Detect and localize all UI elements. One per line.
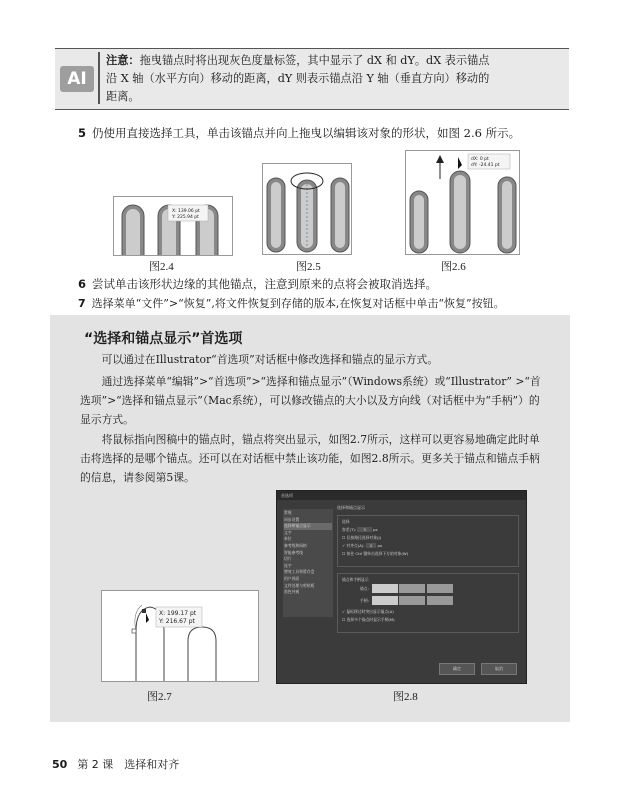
- fig27-x-label: X: 199.17 pt: [159, 610, 197, 617]
- category-item[interactable]: 智能参考线: [284, 549, 303, 555]
- caption-2-7: 图2.7: [147, 691, 172, 703]
- fig26-illustration: [406, 151, 519, 254]
- lesson-title: 第 2 课 选择和对齐: [77, 758, 180, 771]
- sidebar-para-1: 可以通过在Illustrator“首选项”对话框中修改选择和锚点的显示方式。: [101, 353, 439, 366]
- category-item[interactable]: 参考线和网格: [284, 542, 307, 548]
- figure-2-7: [101, 590, 259, 682]
- preferences-dialog: [276, 490, 527, 684]
- fig24-y-label: Y: 225.94 pt: [172, 215, 199, 220]
- opt-highlight[interactable]: ✓ 鼠标移过时突出显示锚点(A): [342, 609, 394, 614]
- dialog-title: 首选项: [277, 491, 526, 500]
- figure-2-6: [405, 150, 520, 255]
- category-item[interactable]: 文件处理与剪贴板: [284, 582, 315, 588]
- select-group: [337, 515, 519, 567]
- fig27-illustration: [102, 591, 258, 681]
- anchor-group-title: 锚点和手柄显示: [342, 577, 369, 582]
- category-item[interactable]: 连字: [284, 562, 292, 568]
- figure-2-5: [262, 163, 352, 255]
- select-group-title: 选择: [342, 519, 350, 524]
- category-item[interactable]: 文字: [284, 529, 292, 535]
- ai-logo: AI: [60, 66, 94, 92]
- handle-row: 手柄:: [342, 596, 514, 608]
- section-title: 选择和锚点显示: [337, 505, 365, 510]
- page-footer: [52, 756, 179, 772]
- opt-cmd-click[interactable]: ☐ 按住 Ctrl 键单击选择下方的对象(W): [342, 551, 409, 556]
- sidebar-title: “选择和锚点显示”首选项: [84, 331, 243, 347]
- opt-path-only[interactable]: ☐ 仅按路径选择对象(J): [342, 535, 382, 540]
- fig25-illustration: [263, 164, 351, 254]
- snap-input[interactable]: 2: [366, 543, 376, 548]
- opt-show-handles[interactable]: ☐ 选择多个锚点时显示手柄(M): [342, 617, 395, 622]
- caption-2-6: 图2.6: [441, 261, 466, 273]
- anchor-style-2[interactable]: [399, 584, 425, 593]
- category-item[interactable]: 黑色外观: [284, 589, 300, 595]
- ok-button[interactable]: 确定: [439, 663, 475, 675]
- note-label: 注意：: [106, 54, 140, 67]
- note-divider: [98, 52, 100, 104]
- fig27-y-label: Y: 216.67 pt: [159, 618, 195, 625]
- handle-style-2[interactable]: [399, 596, 425, 605]
- anchor-group: [337, 573, 519, 633]
- tolerance-input[interactable]: 3: [357, 527, 371, 532]
- category-list[interactable]: [283, 509, 333, 617]
- anchor-style-1[interactable]: [372, 584, 398, 593]
- cancel-button[interactable]: 取消: [481, 663, 517, 675]
- anchor-style-3[interactable]: [427, 584, 453, 593]
- category-item[interactable]: 同步设置: [284, 516, 300, 522]
- caption-2-5: 图2.5: [296, 261, 321, 273]
- fig26-dx-label: dX: 0 pt: [471, 157, 489, 162]
- category-item[interactable]: 选择和锚点显示: [284, 523, 332, 530]
- fig24-x-label: X: 139.06 pt: [172, 209, 200, 214]
- anchor-row: 锚点:: [342, 584, 514, 596]
- step-6: 6 尝试单击该形状边缘的其他锚点，注意到原来的点将会被取消选择。: [78, 277, 438, 291]
- sidebar-para-2: 通过选择菜单“编辑”>“首选项”>“选择和锚点显示”（Windows系统）或“Illustrator” >“首选项”>“选择和锚点显示”（Mac系统），可以修改锚点的大小以及方向线（对话框中为“手柄”）的显示方式。: [80, 375, 541, 426]
- category-item[interactable]: 常规: [284, 510, 292, 515]
- step-5: 5 仍使用直接选择工具，单击该锚点并向上拖曳以编辑该对象的形状，如图 2.6 所示。: [78, 126, 521, 140]
- page-number: 50: [52, 758, 68, 771]
- handle-style-1[interactable]: [372, 596, 398, 605]
- figure-2-4: [113, 196, 233, 256]
- tolerance-row: 容差(T): 3 px: [342, 527, 378, 532]
- note-text: 注意：拖曳锚点时将出现灰色度量标签，其中显示了 dX 和 dY。dX 表示锚点 沿 X 轴（水平方向）移动的距离，dY 则表示锚点沿 Y 轴（垂直方向）移动的 距离。: [106, 54, 490, 103]
- category-item[interactable]: 单位: [284, 536, 292, 542]
- caption-2-8: 图2.8: [393, 691, 418, 703]
- category-item[interactable]: 用户界面: [284, 575, 300, 581]
- sidebar-para-3: 将鼠标指向图稿中的锚点时，锚点将突出显示，如图2.7所示，这样可以更容易地确定此时单击将选择的是哪个锚点。还可以在对话框中禁止该功能，如图2.8所示。更多关于锚点和锚点手柄的信息，请参阅第5课。: [80, 433, 540, 484]
- step-7: 7 选择菜单“文件”>“恢复”,将文件恢复到存储的版本,在恢复对话框中单击“恢复”按钮。: [78, 297, 505, 310]
- opt-snap[interactable]: ✓ 对齐点(A): 2 px: [342, 543, 383, 548]
- category-item[interactable]: 切片: [284, 556, 292, 562]
- category-item[interactable]: 增效工具和暂存盘: [284, 569, 315, 575]
- handle-style-3[interactable]: [427, 596, 453, 605]
- fig24-illustration: [114, 197, 232, 255]
- fig26-dy-label: dY: -24.41 pt: [471, 163, 500, 168]
- caption-2-4: 图2.4: [149, 261, 174, 273]
